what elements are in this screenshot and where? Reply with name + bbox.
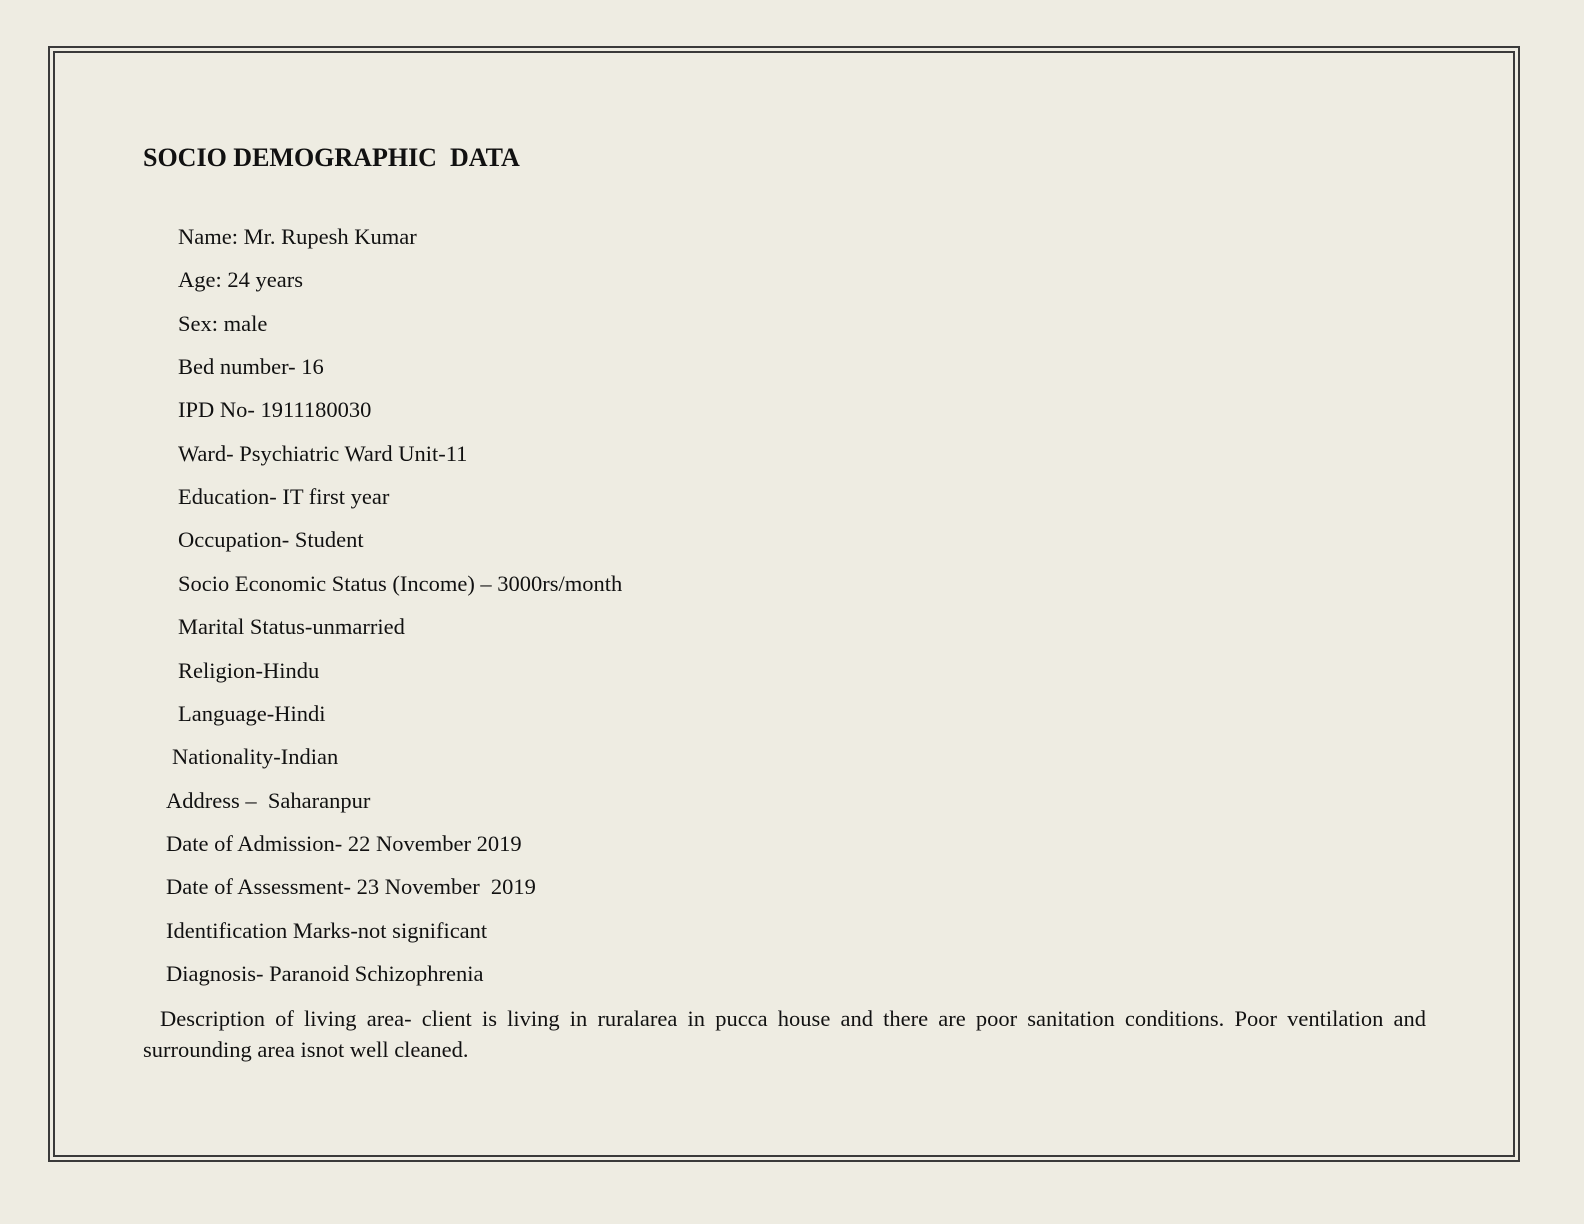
field-diagnosis: Diagnosis- Paranoid Schizophrenia <box>166 961 484 986</box>
field-date-of-admission: Date of Admission- 22 November 2019 <box>166 831 522 856</box>
field-ipd-no: IPD No- 1911180030 <box>178 397 372 422</box>
field-religion: Religion-Hindu <box>178 658 320 683</box>
field-bed-number: Bed number- 16 <box>178 354 324 379</box>
field-language: Language-Hindi <box>178 701 326 726</box>
field-identification-marks: Identification Marks-not significant <box>166 918 488 943</box>
field-date-of-assessment: Date of Assessment- 23 November 2019 <box>166 874 536 899</box>
field-marital-status: Marital Status-unmarried <box>178 614 405 639</box>
living-area-description: Description of living area- client is living in ruralarea in pucca house and there are poor sanitation conditions. Poor ventilation and surrounding area isnot well cleaned. <box>143 1006 1426 1062</box>
page-title: SOCIO DEMOGRAPHIC DATA <box>143 143 520 172</box>
field-name: Name: Mr. Rupesh Kumar <box>178 224 417 249</box>
field-age: Age: 24 years <box>178 267 303 292</box>
field-socio-economic-status: Socio Economic Status (Income) – 3000rs/month <box>178 571 623 596</box>
field-sex: Sex: male <box>178 311 268 336</box>
field-education: Education- IT first year <box>178 484 390 509</box>
field-occupation: Occupation- Student <box>178 527 364 552</box>
field-ward: Ward- Psychiatric Ward Unit-11 <box>178 441 468 466</box>
page-border-inner <box>53 51 1515 1157</box>
field-address: Address – Saharanpur <box>166 788 371 813</box>
field-nationality: Nationality-Indian <box>172 744 339 769</box>
